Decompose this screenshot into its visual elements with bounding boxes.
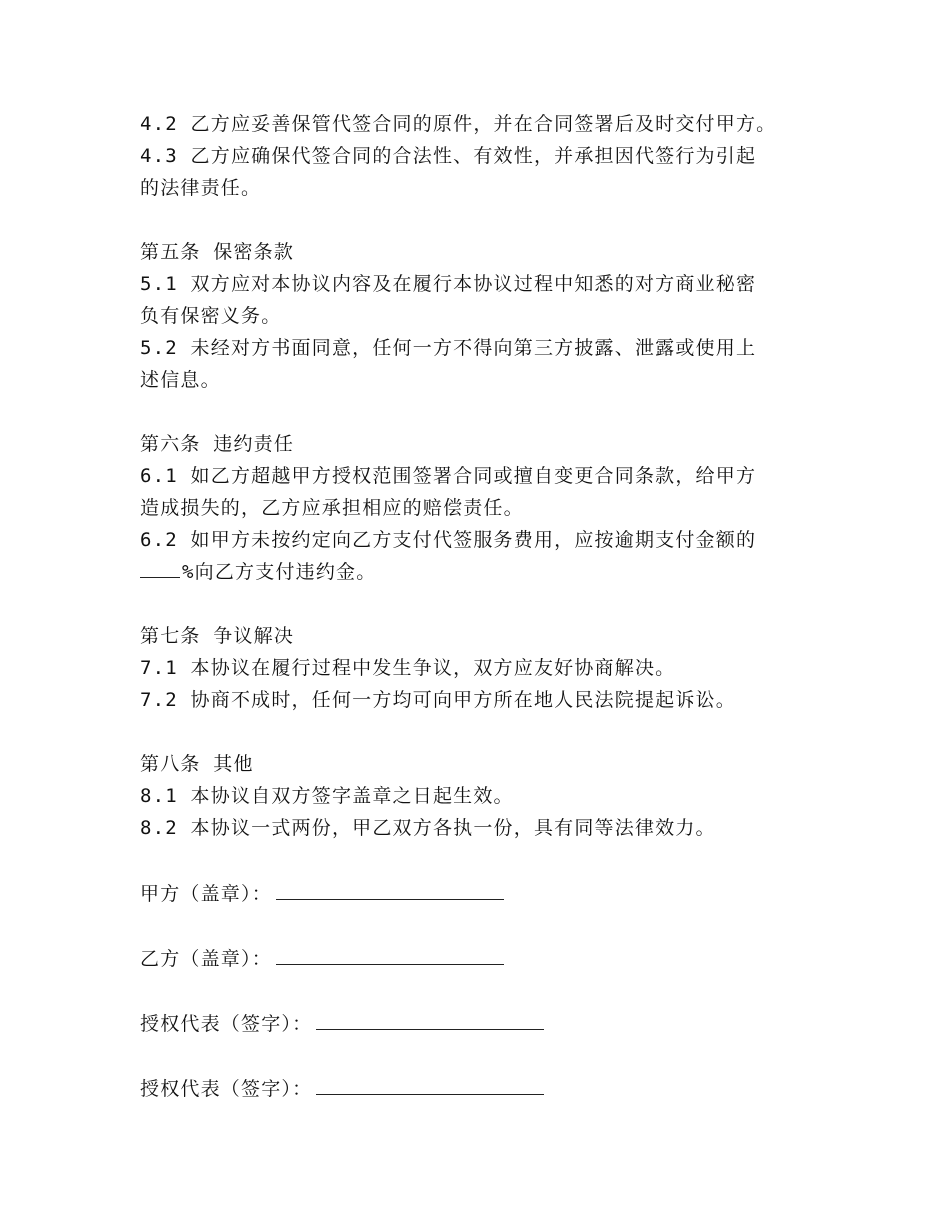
clause-7-1: 7.1 本协议在履行过程中发生争议，双方应友好协商解决。: [140, 657, 676, 679]
section-8-title: 第八条 其他: [140, 753, 254, 775]
rep-b-signature-label: 授权代表（签字）：: [140, 1078, 313, 1100]
section-6-title: 第六条 违约责任: [140, 433, 295, 455]
rep-a-signature-blank[interactable]: [316, 1007, 544, 1030]
clause-6-1: 6.1 如乙方超越甲方授权范围签署合同或擅自变更合同条款，给甲方: [140, 465, 757, 487]
clause-4-3-cont: 的法律责任。: [140, 177, 262, 199]
clause-5-2-cont: 述信息。: [140, 369, 221, 391]
party-a-seal-label: 甲方（盖章）：: [140, 883, 272, 905]
clause-4-2: 4.2 乙方应妥善保管代签合同的原件，并在合同签署后及时交付甲方。: [140, 113, 777, 135]
rep-a-signature-label: 授权代表（签字）：: [140, 1013, 313, 1035]
party-b-seal-row: [140, 942, 840, 974]
party-a-seal-blank[interactable]: [276, 877, 504, 900]
clause-5-2: 5.2 未经对方书面同意，任何一方不得向第三方披露、泄露或使用上: [140, 337, 757, 359]
document-page: [140, 108, 840, 1104]
party-b-seal-label: 乙方（盖章）：: [140, 948, 272, 970]
clause-6-2-cont: [140, 556, 840, 588]
clause-6-2: 6.2 如甲方未按约定向乙方支付代签服务费用，应按逾期支付金额的: [140, 529, 757, 551]
party-a-seal-row: [140, 877, 840, 909]
rep-b-signature-row: [140, 1072, 840, 1104]
clause-6-1-cont: 造成损失的，乙方应承担相应的赔偿责任。: [140, 497, 524, 519]
penalty-suffix: %向乙方支付违约金。: [182, 561, 377, 583]
clause-8-1: 8.1 本协议自双方签字盖章之日起生效。: [140, 785, 514, 807]
clause-8-2: 8.2 本协议一式两份，甲乙双方各执一份，具有同等法律效力。: [140, 817, 716, 839]
section-7-title: 第七条 争议解决: [140, 625, 295, 647]
clause-7-2: 7.2 协商不成时，任何一方均可向甲方所在地人民法院提起诉讼。: [140, 689, 736, 711]
rep-b-signature-blank[interactable]: [316, 1072, 544, 1095]
section-5-title: 第五条 保密条款: [140, 241, 295, 263]
clause-5-1: 5.1 双方应对本协议内容及在履行本协议过程中知悉的对方商业秘密: [140, 273, 757, 295]
clause-5-1-cont: 负有保密义务。: [140, 305, 282, 327]
clause-4-3: 4.3 乙方应确保代签合同的合法性、有效性，并承担因代签行为引起: [140, 145, 757, 167]
rep-a-signature-row: [140, 1007, 840, 1039]
penalty-percent-blank[interactable]: [140, 557, 180, 578]
party-b-seal-blank[interactable]: [276, 942, 504, 965]
